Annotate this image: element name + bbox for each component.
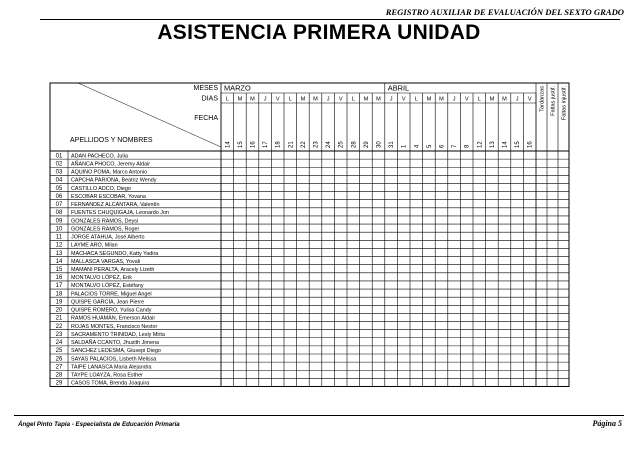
row-number: 09 [55,218,63,225]
date-label: 18 [275,141,282,148]
student-name: MONTALVO LÓPEZ, Erik [71,275,132,282]
student-name: ADAN PACHECO, Julia [71,153,128,160]
student-name: QUISPE ROMERO, Yulisa Candy [71,307,152,314]
day-letter: J [515,96,519,103]
student-name: PALACIOS TORRE, Miguel Angel [71,291,152,298]
day-letter: V [275,96,280,103]
student-name: QUISPE GARCÍA, Jean Pierre [71,299,145,306]
day-letter: M [489,96,495,103]
month-label-1: ABRIL [387,83,410,93]
date-label: 23 [313,141,320,148]
date-label: 22 [300,141,307,148]
row-number: 18 [55,291,63,298]
date-label: 13 [489,141,496,148]
student-name: CASOS TOMA, Brenda Joaquira [71,380,150,387]
label-fecha: FECHA [194,115,218,122]
date-label: 29 [363,141,370,148]
date-label: 24 [326,141,333,148]
student-name: SACRAMENTO TRINIDAD, Lesly Mirta [71,331,165,338]
student-name: SALDAÑA CCANTO, Jhuzith Jimena [71,340,159,347]
student-name: MONTALVO LÓPEZ, Estéfany [71,283,144,290]
row-number: 28 [55,372,63,379]
day-letter: J [452,96,456,103]
student-name: TAYPE LOAYZA, Rosa Esther [71,372,143,379]
row-number: 07 [55,202,63,209]
day-letter: J [326,96,330,103]
date-label: 30 [376,141,383,148]
label-names: APELLIDOS Y NOMBRES [70,137,153,144]
row-number: 03 [55,169,63,176]
row-number: 06 [55,193,63,200]
date-label: 28 [351,141,358,148]
report-header-title: REGISTRO AUXILIAR DE EVALUACIÓN DEL SEXTO GRADO [385,7,624,17]
row-number: 16 [55,275,63,282]
date-label: 15 [237,141,244,148]
row-number: 04 [55,177,63,184]
footer-rule [14,415,624,416]
row-number: 24 [55,340,63,347]
row-number: 23 [55,331,63,338]
date-label: 21 [288,141,295,148]
day-letter: L [351,96,355,103]
day-letter: V [464,96,469,103]
row-number: 12 [55,242,63,249]
label-meses: MESES [193,85,218,92]
student-name: TAIPE LANASCA Maria Alejandra [71,364,152,371]
date-label: 7 [452,144,459,148]
date-label: 15 [515,141,522,148]
student-name: SAYAS PALACIOS, Lisbeth Melissa [71,356,157,363]
day-letter: L [477,96,481,103]
row-number: 19 [55,299,63,306]
row-number: 14 [55,258,63,265]
day-letter: J [389,96,393,103]
student-name: JORGE ATAHUA, José Alberto [71,234,145,241]
row-number: 10 [55,226,63,233]
row-number: 21 [55,315,63,322]
row-number: 11 [55,234,63,241]
student-name: CASTILLO ADCO, Diego [71,185,131,192]
summary-header: Faltas injustif. [561,86,568,121]
student-name: AÑANCA PHOCO, Jeremy Aldair [71,161,151,168]
day-letter: M [237,96,243,103]
day-letter: M [439,96,444,103]
page-title: ASISTENCIA PRIMERA UNIDAD [157,21,481,44]
date-label: 14 [502,141,509,148]
row-number: 05 [55,185,63,192]
day-letter: M [363,96,369,103]
day-letter: V [527,96,532,103]
student-name: LAYME ARO, Milan [71,242,118,249]
day-letter: M [250,96,255,103]
footer-author: Ángel Pinto Tapia - Especialista de Educación Primaria [18,421,180,428]
row-number: 27 [55,364,63,371]
row-number: 20 [55,307,63,314]
day-letter: M [300,96,306,103]
student-name: RAMOS HUAMÁN, Emerson Aldair [71,315,156,322]
row-number: 26 [55,356,63,363]
summary-header: Tardanzas [539,86,546,112]
date-label: 16 [250,141,257,148]
day-letter: L [288,96,292,103]
student-name: FUENTES CHUQUIGAJA, Leonardo Jon [71,210,169,217]
date-label: 25 [338,141,345,148]
student-name: MACHACA SEGUNDO, Katty Yadira [71,250,159,257]
student-name: GONZALES RAMOS, Deysi [71,218,139,225]
student-name: AQUINO POMA, Marco Antonio [71,169,148,176]
student-name: SANCHEZ LEDESMA, Giusepi Diego [71,348,161,355]
day-letter: V [401,96,406,103]
date-label: 4 [414,144,421,148]
date-label: 5 [426,144,433,148]
date-label: 8 [464,144,471,148]
day-letter: M [313,96,318,103]
row-number: 29 [55,380,63,387]
day-letter: V [338,96,343,103]
row-number: 25 [55,348,63,355]
date-label: 31 [389,141,396,148]
row-number: 15 [55,267,63,273]
day-letter: L [225,96,229,103]
student-name: ROJAS MONTES, Francisco Nestor [71,323,158,330]
student-name: GONZALES RAMOS, Roger [71,226,140,233]
row-number: 22 [55,323,63,330]
summary-header: Faltas justif. [550,86,557,116]
day-letter: M [376,96,381,103]
day-letter: M [502,96,507,103]
date-label: 12 [477,141,484,148]
date-label: 14 [225,141,232,148]
date-label: 16 [527,141,534,148]
date-label: 6 [439,144,446,148]
month-label-0: MARZO [224,83,251,93]
day-letter: L [414,96,418,103]
row-number: 08 [55,210,63,217]
day-letter: M [426,96,432,103]
row-number: 17 [55,283,63,290]
student-name: MAMANI PERALTA, Aracely Lizeth [71,267,155,273]
day-letter: J [263,96,267,103]
row-number: 01 [55,153,63,160]
student-name: CAPCHA PARIONA, Beatriz Wendy [71,177,157,184]
date-label: 1 [401,144,408,148]
page-number: Página 5 [592,419,622,428]
date-label: 17 [263,141,270,148]
student-name: MALLASCA VARGAS, Yovali [71,258,141,265]
row-number: 02 [55,161,63,168]
student-name: ESCOBAR ESCOBAR, Yovana [71,193,146,200]
student-name: FERNANDEZ ALCÁNTARA, Valentín [71,202,160,209]
row-number: 13 [55,250,63,257]
label-dias: DIAS [201,95,218,103]
